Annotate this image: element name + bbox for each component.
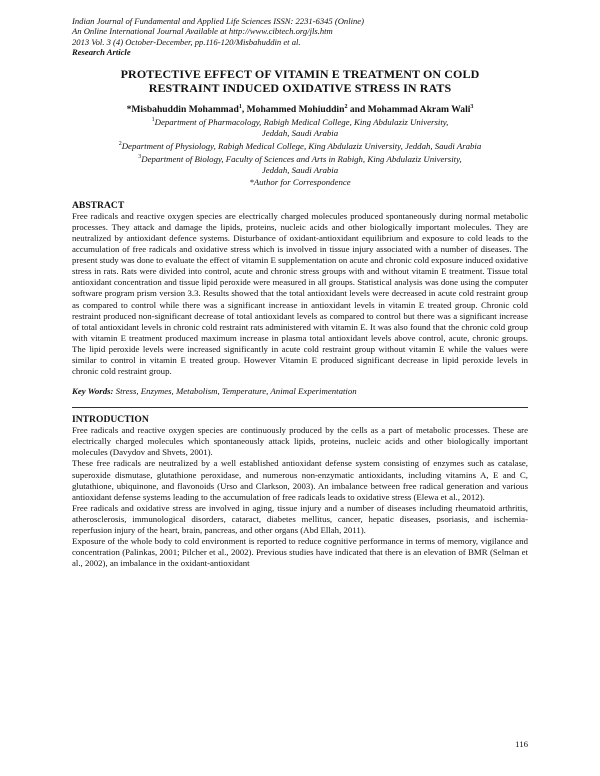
affiliation-1-city: Jeddah, Saudi Arabia (261, 127, 339, 138)
affiliation-2-sup: 2 (118, 141, 122, 148)
intro-paragraph-3: Free radicals and oxidative stress are involved in aging, tissue injury and a number of diseases including rheumatoid arthritis, atherosclerosis, immunological disorders, cataract, diabetes mellitus, cancer, hepatic diseases, psoriasis, and ischemia-reperfusion injury of the heart, brain, pancreas, and other organs (Abd Ellah, 2011). (72, 502, 528, 536)
affiliation-3 (72, 152, 528, 165)
section-divider (72, 407, 528, 408)
author-sep-1: , (241, 103, 247, 115)
abstract-section (72, 200, 528, 377)
title-line2: RESTRAINT INDUCED OXIDATIVE STRESS IN RATS (148, 80, 452, 95)
journal-header-line3: 2013 Vol. 3 (4) October-December, pp.116-120/Misbahuddin et al. (72, 36, 301, 47)
intro-paragraph-4: Exposure of the whole body to cold environment is reported to reduce cognitive performance in terms of memory, vigilance and concentration (Palinkas, 2001; Pilcher et al., 2002). Previous studies have indicated that there is an elevation of BMR (Selman et al., 2002), an imbalance in the oxidant-antioxidant (72, 536, 528, 569)
journal-header-line2: An Online International Journal Available at http://www.cibtech.org/jls.htm (72, 26, 333, 37)
correspondence-note: *Author for Correspondence (249, 176, 351, 187)
introduction-heading: INTRODUCTION (72, 414, 149, 426)
affiliation-1 (72, 115, 528, 128)
author-1-sup: 1 (238, 103, 242, 110)
affiliation-2 (72, 139, 528, 152)
affiliation-2-text: Department of Physiology, Rabigh Medical College, King Abdulaziz University, Jeddah, Saudi Arabia (121, 141, 482, 152)
author-3-sup: 3 (470, 103, 474, 110)
intro-paragraph-1: Free radicals and reactive oxygen species are continuously produced by the cells as a part of metabolic processes. These are electrically charged molecules which spontaneously attack lipids, proteins, nucleic acids and other biologically important molecules (Davydov and Shvets, 2001). (72, 425, 528, 458)
keywords (72, 386, 528, 397)
article-title (72, 67, 528, 95)
intro-paragraph-2: These free radicals are neutralized by a well established antioxidant defense system consisting of enzymes such as catalase, superoxide dismutase, glutathione peroxidase, and numerous non-enzymatic antioxidants, including vitamins A, E and C, glutathione, ubiquinone, and flavonoids (Urso and Clarkson, 2003). An imbalance between free radical generation and various antioxidant defense systems leading to the accumulation of free radicals leads to oxidative stress (Elewa et al., 2012). (72, 458, 528, 502)
affiliation-1-sup: 1 (151, 116, 155, 123)
affiliation-1-line1: Department of Pharmacology, Rabigh Medical College, King Abdulaziz University, (154, 116, 449, 127)
title-line1: PROTECTIVE EFFECT OF VITAMIN E TREATMENT ON COLD (120, 66, 480, 81)
keywords-label: Key Words: (72, 386, 114, 397)
abstract-heading: ABSTRACT (72, 199, 125, 211)
author-3: Mohammad Akram Wali (367, 103, 471, 115)
author-2: Mohammed Mohiuddin (246, 103, 345, 115)
article-page (72, 16, 528, 569)
author-1: *Misbahuddin Mohammad (126, 103, 239, 115)
article-type: Research Article (72, 47, 131, 58)
affiliation-3-city: Jeddah, Saudi Arabia (261, 165, 339, 176)
introduction-section (72, 414, 528, 569)
page-number: 116 (515, 739, 528, 749)
author-list (72, 102, 528, 115)
affiliation-3-line1: Department of Biology, Faculty of Sciences and Arts in Rabigh, King Abdulaziz University, (141, 154, 462, 165)
author-2-sup: 2 (344, 103, 348, 110)
abstract-text: Free radicals and reactive oxygen species are electrically charged molecules produced spontaneously during normal metabolic processes. They attack and damage the lipids, proteins, nucleic acids and other biologically important molecules. They are neutralized by antioxidant defence systems. Disturbance of oxidant-antioxidant equilibrium and exposure to cold leads to the accumulation of free radicals and oxidative stress which is involved in tissue injury associated with a number of diseases. The present study was done to evaluate the effect of vitamin E supplementation on acute and chronic cold exposure induced oxidative stress in rats. Rats were divided into control, acute and chronic stress groups with and without vitamin E treatment. Tissue total antioxidant concentration and tissue lipid peroxide were measured in all groups. Statistical analysis was done using the computer software program prism version 3.3. Results showed that the total antioxidant levels were decreased in acute cold restraint group as compared to control while there was a significant increase in antioxidant levels in vitamin E treated group. Chronic cold restraint produced non-significant decrease of total antioxidant levels as compared to control but there was a significant increase of total antioxidant levels in chronic cold restraint rats administered with vitamin E. It was also found that the chronic cold group with vitamin E treatment produced maximum increase in plasma total antioxidant levels above control, acute, chronic groups. The lipid peroxide levels were increased significantly in acute cold restraint group without vitamin E while the values were similar to control in vitamin E treated group. However Vitamin E produced significant decrease in lipid peroxide levels in chronic cold restraint group. (72, 210, 528, 377)
keywords-value: Stress, Enzymes, Metabolism, Temperature, Animal Experimentation (115, 386, 357, 397)
journal-header-line1: Indian Journal of Fundamental and Applied Life Sciences ISSN: 2231-6345 (Online) (72, 16, 364, 26)
author-sep-2: and (347, 103, 368, 115)
affiliation-3-sup: 3 (138, 154, 142, 161)
